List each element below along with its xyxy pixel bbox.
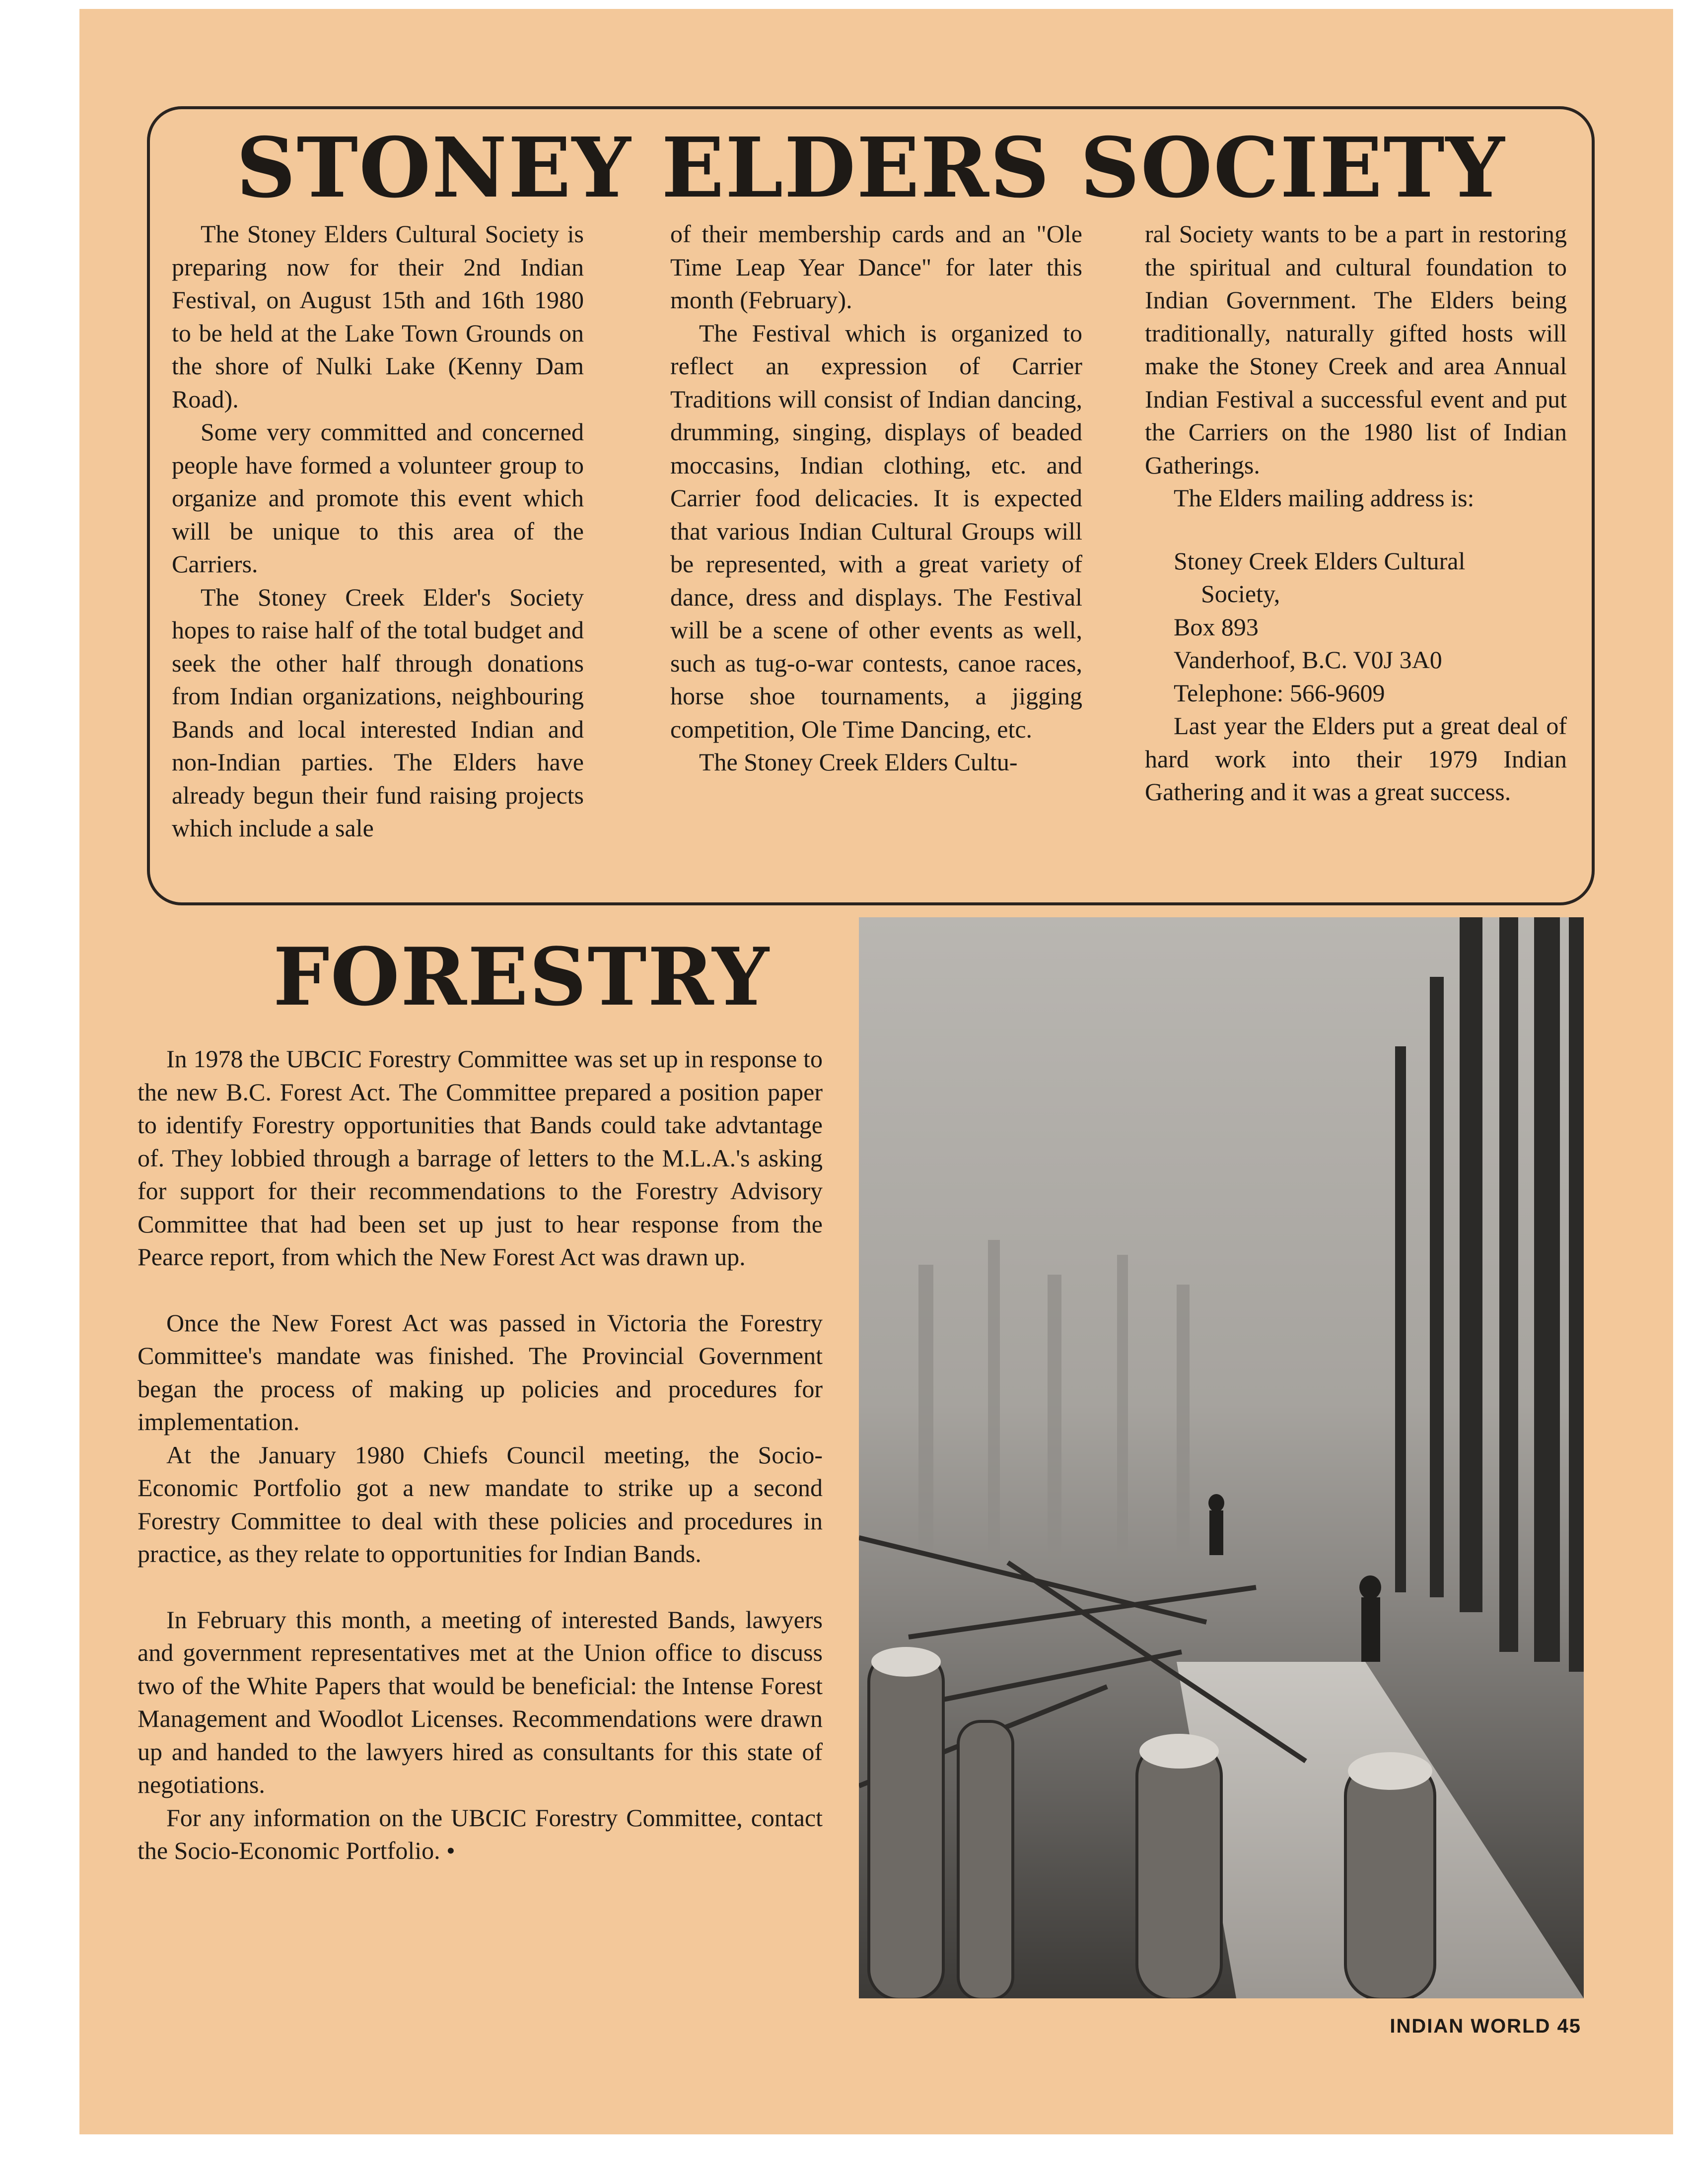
elders-paragraph: ral Society wants to be a part in restoring the spiritual and cultural foundation to Indian Government. The Elders being traditionally, naturally gifted hosts will make the Stoney Creek and area Annual Indian Festival a successful event and put the Carriers on the 1980 list of Indian Gatherings. xyxy=(1145,220,1567,479)
forestry-paragraph: In 1978 the UBCIC Forestry Committee was set up in response to the new B.C. Forest Act. The Committee prepared a position paper to identify Forestry opportunities that Bands could take advtantage of. They lobbied through a barrage of letters to the M.L.A.'s asking for support for their recommendations to the Forestry Advisory Committee that had been set up just to hear response from the Pearce report, from which the New Forest Act was drawn up. xyxy=(138,1045,823,1271)
page-footer: INDIAN WORLD 45 xyxy=(1390,2015,1581,2037)
address-line: Box 893 xyxy=(1174,613,1259,641)
forestry-paragraph: In February this month, a meeting of interested Bands, lawyers and government representatives met at the Union office to discuss two of the White Papers that would be beneficial: the Intense Forest Management and Woodlot Licenses. Recommendations were drawn up and handed to the lawyers hired as consultants for this state of negotiations. xyxy=(138,1605,823,1798)
forestry-paragraph: At the January 1980 Chiefs Council meeting, the Socio-Economic Portfolio got a new mandate to strike up a second Forestry Committee to deal with these policies and procedures in practice, as they relate to opportunities for Indian Bands. xyxy=(138,1440,823,1568)
elders-column-1 xyxy=(172,217,584,845)
elders-paragraph: The Stoney Creek Elder's Society hopes to raise half of the total budget and seek the other half through donations from Indian organizations, neighbouring Bands and local interested Indian and non-Indian parties. The Elders have already begun their fund raising projects which include a sale xyxy=(172,583,584,842)
elders-article-box xyxy=(147,106,1595,905)
elders-paragraph: of their membership cards and an "Ole Time Leap Year Dance" for later this month (February). xyxy=(670,220,1082,314)
elders-column-2 xyxy=(670,217,1082,779)
elders-paragraph: The Festival which is organized to reflect an expression of Carrier Traditions will consist of Indian dancing, drumming, singing, displays of beaded moccasins, Indian clothing, etc. and Carrier food delicacies. It is expected that various Indian Cultural Groups will be represented, with a great variety of dance, dress and displays. The Festival will be a scene of other events as well, such as tug-o-war contests, canoe races, horse shoe tournaments, a jigging competition, Ole Time Dancing, etc. xyxy=(670,319,1082,743)
elders-paragraph: The Stoney Creek Elders Cultu- xyxy=(699,748,1018,776)
address-line: Society, xyxy=(1201,580,1280,608)
address-line: Stoney Creek Elders Cultural xyxy=(1174,546,1466,575)
forestry-paragraph: For any information on the UBCIC Forestry Committee, contact the Socio-Economic Portfolio. • xyxy=(138,1803,823,1864)
elders-article-title: STONEY ELDERS SOCIETY xyxy=(236,120,1506,216)
forestry-article-title: FORESTRY xyxy=(273,930,770,1024)
forestry-paragraph: Once the New Forest Act was passed in Victoria the Forestry Committee's mandate was finished. The Provincial Government began the process of making up policies and procedures for implementation. xyxy=(138,1308,823,1435)
elders-paragraph: The Elders mailing address is: xyxy=(1174,484,1475,512)
elders-paragraph: Some very committed and concerned people have formed a volunteer group to organize and promote this event which will be unique to this area of the Carriers. xyxy=(172,418,584,578)
address-line: Telephone: 566-9609 xyxy=(1174,679,1385,707)
forestry-article-body xyxy=(138,1042,823,1867)
elders-paragraph: Last year the Elders put a great deal of hard work into their 1979 Indian Gathering and it was a great success. xyxy=(1145,712,1567,806)
logging-road-photo xyxy=(859,917,1584,1998)
elders-column-3 xyxy=(1145,217,1567,809)
elders-paragraph: The Stoney Elders Cultural Society is preparing now for their 2nd Indian Festival, on August 15th and 16th 1980 to be held at the Lake Town Grounds on the shore of Nulki Lake (Kenny Dam Road). xyxy=(172,220,584,413)
address-line: Vanderhoof, B.C. V0J 3A0 xyxy=(1174,646,1442,674)
mailing-address xyxy=(1174,545,1567,710)
